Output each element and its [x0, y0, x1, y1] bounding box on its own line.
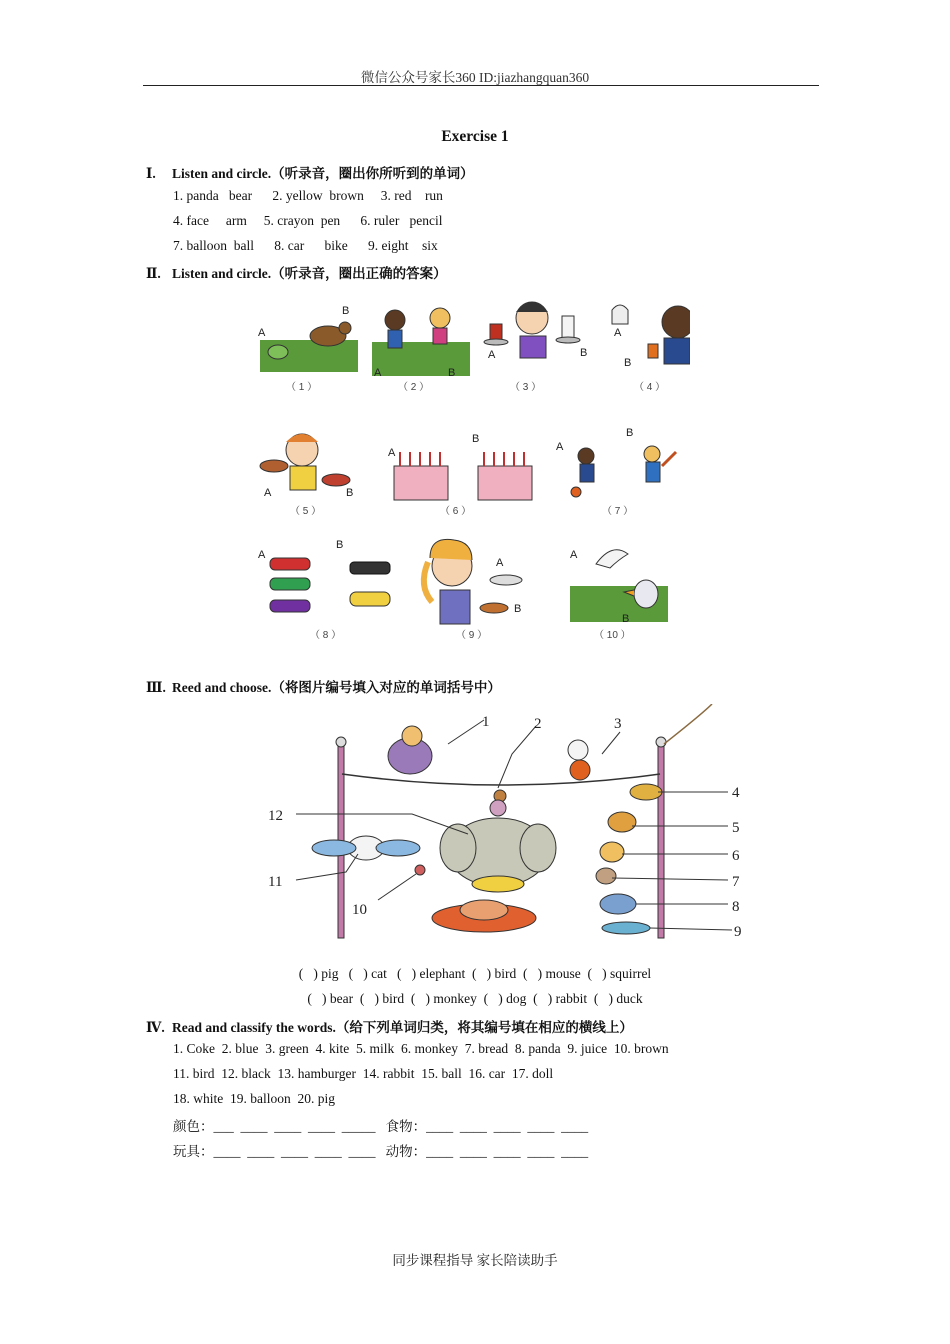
section-4-title: Read and classify the words.（给下列单词归类，将其编号填在相应的横线上） [172, 1020, 633, 1035]
caption: （ 4 ） [634, 382, 666, 393]
picture-9 [424, 539, 522, 641]
picture-3 [484, 302, 587, 393]
label-b: B [580, 347, 588, 359]
section-2-heading [146, 262, 447, 282]
picture-6 [388, 433, 532, 517]
label-a: A [488, 349, 496, 361]
label-b: B [622, 613, 630, 625]
picture-2 [372, 308, 470, 393]
picture-7 [556, 427, 676, 517]
label-a: A [388, 447, 396, 459]
caption: （ 5 ） [290, 506, 322, 517]
caption: （ 8 ） [310, 630, 342, 641]
page-header: 微信公众号家长360 ID:jiazhangquan360 [360, 70, 590, 85]
picture-1 [258, 305, 358, 393]
section-4-numeral: Ⅳ. [146, 1020, 165, 1035]
caption: （ 10 ） [594, 630, 631, 641]
label-a: A [614, 327, 622, 339]
page-footer: 同步课程指导 家长陪读助手 [392, 1253, 558, 1268]
circus-label-3: 3 [614, 716, 622, 732]
caption: （ 6 ） [440, 506, 472, 517]
picture-4 [612, 305, 690, 393]
section-1-numeral: Ⅰ. [146, 166, 156, 181]
section-2-title: Listen and circle.（听录音，圈出正确的答案） [172, 266, 447, 281]
exercise-title: Exercise 1 [441, 128, 509, 145]
label-b: B [336, 539, 344, 551]
caption: （ 7 ） [602, 506, 634, 517]
listening-pictures [250, 290, 690, 645]
circus-label-11: 11 [268, 874, 283, 890]
word-list-row: 1. Coke 2. blue 3. green 4. kite 5. milk 6. monkey 7. bread 8. panda 9. juice 10. brown [173, 1041, 669, 1056]
word-list-row: 18. white 19. balloon 20. pig [173, 1091, 335, 1106]
circus-label-12: 12 [268, 808, 283, 824]
section-1-title: Listen and circle.（听录音，圈出你所听到的单词） [172, 166, 474, 181]
circus-label-8: 8 [732, 899, 740, 915]
label-a: A [258, 549, 266, 561]
header-rule [143, 85, 819, 86]
section-1-row: 4. face arm 5. crayon pen 6. ruler pencil [173, 213, 443, 228]
section-3-title: Reed and choose.（将图片编号填入对应的单词括号中） [172, 680, 501, 695]
label-b: B [448, 367, 456, 379]
circus-label-5: 5 [732, 820, 740, 836]
choose-line-1: ( ) pig ( ) cat ( ) elephant ( ) bird ( ) mouse ( ) squirrel [298, 966, 652, 981]
label-a: A [258, 327, 266, 339]
circus-label-10: 10 [352, 902, 367, 918]
classify-toys-animals-line: 玩具：____ ____ ____ ____ ____ 动物：____ ____ ____ ____ ____ [173, 1144, 589, 1159]
label-a: A [264, 487, 272, 499]
section-1-row: 7. balloon ball 8. car bike 9. eight six [173, 238, 438, 253]
circus-picture [262, 704, 752, 944]
picture-10 [570, 549, 668, 641]
circus-label-4: 4 [732, 785, 740, 801]
caption: （ 9 ） [456, 630, 488, 641]
section-3-heading [146, 676, 501, 696]
label-a: A [570, 549, 578, 561]
label-b: B [346, 487, 354, 499]
label-a: A [556, 441, 564, 453]
label-b: B [514, 603, 522, 615]
circus-label-6: 6 [732, 848, 740, 864]
circus-label-2: 2 [534, 716, 542, 732]
caption: （ 3 ） [510, 382, 542, 393]
picture-8 [258, 539, 390, 641]
circus-label-7: 7 [732, 874, 740, 890]
label-a: A [496, 557, 504, 569]
section-4-heading [146, 1016, 633, 1036]
label-b: B [626, 427, 634, 439]
circus-label-9: 9 [734, 924, 742, 940]
picture-5 [260, 434, 353, 517]
section-1-row: 1. panda bear 2. yellow brown 3. red run [173, 188, 443, 203]
label-b: B [624, 357, 632, 369]
classify-colors-food-line: 颜色：___ ____ ____ ____ _____ 食物：____ ____ ____ ____ ____ [173, 1119, 589, 1134]
choose-line-2: ( ) bear ( ) bird ( ) monkey ( ) dog ( ) rabbit ( ) duck [307, 991, 643, 1006]
label-b: B [472, 433, 480, 445]
circus-label-1: 1 [482, 714, 490, 730]
label-b: B [342, 305, 350, 317]
caption: （ 1 ） [286, 382, 318, 393]
section-1-heading [146, 162, 474, 182]
word-list-row: 11. bird 12. black 13. hamburger 14. rabbit 15. ball 16. car 17. doll [173, 1066, 554, 1081]
section-3-numeral: Ⅲ. [146, 680, 166, 695]
section-2-numeral: Ⅱ. [146, 266, 161, 281]
label-a: A [374, 367, 382, 379]
caption: （ 2 ） [398, 382, 430, 393]
